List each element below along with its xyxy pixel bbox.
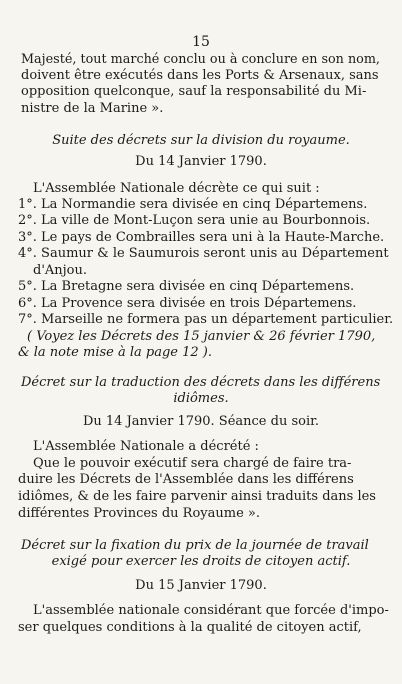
page-number: 15 — [192, 34, 210, 50]
text-line: différentes Provinces du Royaume ». — [18, 506, 260, 521]
section-heading: Décret sur la traduction des décrets dans les différens — [21, 375, 381, 390]
text-line: idiômes, & de les faire parvenir ainsi traduits dans les — [18, 489, 376, 504]
text-line: L'Assemblée Nationale a décrété : — [33, 439, 259, 454]
article-item: 1°. La Normandie sera divisée en cinq Départemens. — [18, 197, 368, 212]
text-line: Majesté, tout marché conclu ou à conclure en son nom, — [21, 52, 380, 67]
note-line: & la note mise à la page 12 ). — [18, 345, 212, 360]
article-item: 7°. Marseille ne formera pas un département particulier. — [18, 312, 394, 327]
article-item: 4°. Saumur & le Saumurois seront unis au Département — [18, 246, 389, 261]
note-line: ( Voyez les Décrets des 15 janvier & 26 février 1790, — [27, 329, 376, 344]
section-heading: Décret sur la fixation du prix de la journée de travail — [21, 538, 369, 553]
article-item: 3°. Le pays de Combrailles sera uni à la Haute-Marche. — [18, 230, 385, 245]
article-item: 6°. La Provence sera divisée en trois Départemens. — [18, 296, 357, 311]
text-line: d'Anjou. — [33, 263, 88, 278]
date-heading: Du 14 Janvier 1790. — [135, 154, 267, 169]
text-line: opposition quelconque, sauf la responsabilité du Mi- — [21, 84, 367, 99]
text-line: ser quelques conditions à la qualité de citoyen actif, — [18, 620, 362, 635]
article-item: 5°. La Bretagne sera divisée en cinq Départemens. — [18, 279, 355, 294]
text-line: Que le pouvoir exécutif sera chargé de faire tra- — [33, 456, 352, 471]
section-heading: exigé pour exercer les droits de citoyen actif. — [51, 554, 351, 569]
date-heading: Du 15 Janvier 1790. — [135, 578, 267, 593]
section-heading: idiômes. — [173, 391, 229, 406]
text-line: duire les Décrets de l'Assemblée dans les différens — [18, 472, 354, 487]
text-line: L'assemblée nationale considérant que forcée d'impo- — [33, 603, 389, 618]
text-line: doivent être exécutés dans les Ports & Arsenaux, sans — [21, 68, 379, 83]
text-line: nistre de la Marine ». — [21, 101, 164, 116]
text-line: L'Assemblée Nationale décrète ce qui suit : — [33, 181, 320, 196]
section-heading: Suite des décrets sur la division du royaume. — [52, 133, 350, 148]
date-heading: Du 14 Janvier 1790. Séance du soir. — [82, 414, 320, 429]
article-item: 2°. La ville de Mont-Luçon sera unie au Bourbonnois. — [18, 213, 371, 228]
